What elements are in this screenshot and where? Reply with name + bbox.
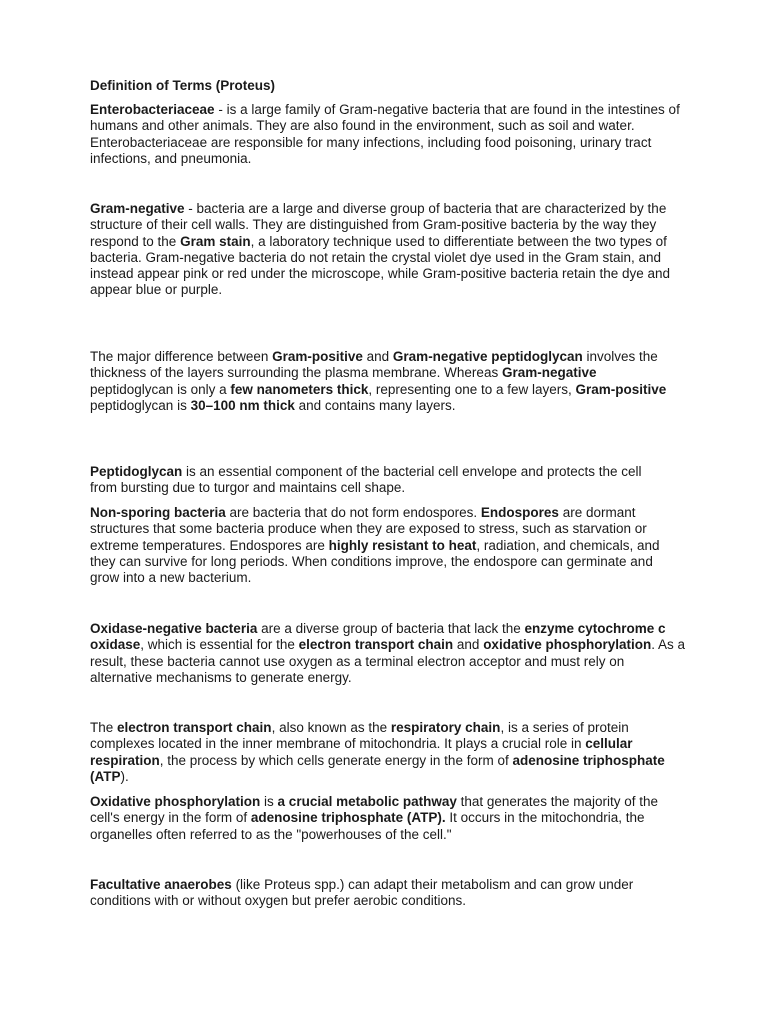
bold-term: Non-sporing bacteria	[90, 505, 226, 520]
bold-term: enzyme cytochrome c oxidase	[90, 621, 666, 653]
text-run: peptidoglycan is	[90, 397, 191, 413]
text-run: , which is essential for the	[140, 637, 299, 653]
bold-term: few nanometers thick	[230, 381, 369, 397]
text-run: and	[362, 349, 393, 364]
text-run: (like Proteus spp.) can adapt their metabolism and can grow under conditions with or without oxygen but prefer aerobic conditions.	[90, 877, 634, 909]
text-run: and contains many layers.	[294, 397, 456, 413]
bold-term: electron transport chain	[117, 720, 272, 735]
text-run: that generates the majority of the cell's energy in the form of	[90, 794, 658, 826]
definition-electron-transport-chain	[90, 720, 680, 785]
bold-term: adenosine triphosphate (ATP	[90, 752, 665, 784]
bold-term: Gram stain	[180, 233, 251, 249]
text-run: are bacteria that do not form endospores.	[225, 505, 481, 520]
bold-term: adenosine triphosphate (ATP).	[250, 810, 446, 826]
bold-term: highly resistant to heat	[328, 537, 477, 553]
definition-non-sporing-bacteria	[90, 505, 680, 586]
bold-term: 30–100 nm thick	[190, 397, 295, 413]
bold-term: respiratory chain	[390, 720, 501, 735]
text-run: , is a series of protein complexes located in the inner membrane of mitochondria. It plays a crucial role in	[90, 720, 629, 752]
bold-term: Gram-negative	[90, 201, 185, 216]
text-run: The	[90, 720, 118, 735]
text-run: , also known as the	[271, 720, 391, 735]
text-run: - is a large family of Gram-negative bacteria that are found in the intestines of humans and other animals. They are also found in the environment, such as soil and water. Enterobacteriaceae are responsible for many infections, including food poisoning, urinary tract infections, and pneumonia.	[90, 102, 680, 166]
text-run: and	[453, 637, 484, 653]
definition-peptidoglycan	[90, 464, 665, 497]
text-run: peptidoglycan is only a	[90, 381, 231, 397]
definition-oxidase-negative-bacteria	[90, 621, 690, 686]
text-run: It occurs in the mitochondria, the organelles often referred to as the "powerhouses of the cell."	[90, 810, 645, 842]
definition-gram-negative	[90, 201, 675, 299]
definition-facultative-anaerobes	[90, 877, 680, 910]
text-run: are a diverse group of bacteria that lack the	[257, 621, 525, 636]
document-title: Definition of Terms (Proteus)	[90, 78, 276, 93]
text-run: , representing one to a few layers,	[368, 381, 576, 397]
text-run: , the process by which cells generate energy in the form of	[159, 752, 513, 768]
text-run: ).	[120, 768, 129, 784]
bold-term: Peptidoglycan	[90, 464, 183, 479]
definition-oxidative-phosphorylation	[90, 794, 680, 843]
bold-term: Oxidative phosphorylation	[90, 794, 261, 809]
text-run: is	[260, 794, 278, 809]
bold-term: oxidative phosphorylation	[483, 637, 652, 653]
bold-term: Facultative anaerobes	[90, 877, 232, 892]
bold-term: electron transport chain	[298, 637, 454, 653]
bold-term: Gram-negative	[501, 365, 597, 381]
bold-term: Gram-positive	[272, 349, 363, 364]
bold-term: a crucial metabolic pathway	[277, 794, 457, 809]
text-run: - bacteria are a large and diverse group of bacteria that are characterized by the structure of their cell walls. They are distinguished from Gram-positive bacteria by the way they respond to the	[90, 201, 667, 249]
text-run: is an essential component of the bacterial cell envelope and protects the cell from bursting due to turgor and maintains cell shape.	[90, 464, 642, 496]
bold-term: Gram-negative peptidoglycan	[392, 349, 583, 364]
bold-term: Oxidase-negative bacteria	[90, 621, 258, 636]
text-run: The major difference between	[90, 349, 273, 364]
text-run: , a laboratory technique used to differentiate between the two types of bacteria. Gram-negative bacteria do not retain the crystal violet dye used in the Gram stain, and instead appear pink or red under the microscope, while Gram-positive bacteria retain the dye and appear blue or purple.	[90, 233, 671, 298]
definition-enterobacteriaceae	[90, 102, 680, 167]
text-run: are dormant structures that some bacteria produce when they are exposed to stress, such as starvation or extreme temperatures. Endospores are	[90, 505, 647, 553]
paragraph-peptidoglycan-difference	[90, 349, 672, 414]
text-run: involves the thickness of the layers surrounding the plasma membrane. Whereas	[90, 349, 658, 381]
text-run: , radiation, and chemicals, and they can survive for long periods. When conditions improve, the endospore can germinate and grow into a new bacterium.	[90, 537, 660, 586]
bold-term: cellular respiration	[90, 736, 633, 768]
bold-term: Gram-positive	[575, 381, 667, 397]
bold-term: Endospores	[480, 505, 559, 520]
bold-term: Enterobacteriaceae	[90, 102, 215, 117]
text-run: . As a result, these bacteria cannot use oxygen as a terminal electron acceptor and must rely on alternative mechanisms to generate energy.	[90, 637, 685, 685]
